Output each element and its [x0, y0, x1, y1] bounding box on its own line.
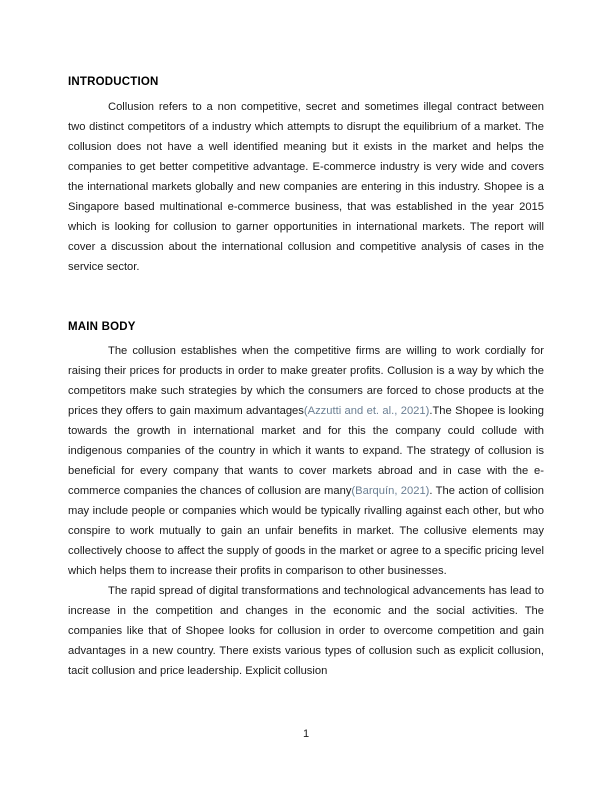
- inline-citation: (Barquín, 2021): [351, 485, 430, 497]
- section-heading-introduction: INTRODUCTION: [68, 76, 159, 88]
- body-text-run: Collusion refers to a non competitive, secret and sometimes illegal contract between two distinct competitors of a industry which attempts to disrupt the equilibrium of a market. The collusion does not have a well identified meaning but it exists in the market and helps the companies to get better competitive advantage. E-commerce industry is very wide and covers the international markets globally and new companies are entering in this industry. Shopee is a Singapore based multinational e-commerce business, that was established in the year 2015 which is looking for collusion to garner opportunities in international markets. The report will cover a discussion about the international collusion and competitive analysis of cases in the service sector.: [68, 101, 544, 273]
- main-body-paragraph-1: [68, 341, 544, 581]
- introduction-paragraph: [68, 97, 544, 277]
- section-spacer: [68, 277, 544, 317]
- body-text-run: . The action of collision may include people or companies which would be typically rivalling against each other, but who conspire to work mutually to gain an unfair benefits in market. The collusive elements may collectively choose to affect the supply of goods in the market or agree to a specific pricing level which helps them to increase their profits in comparison to other businesses.: [68, 485, 545, 577]
- page-content: [68, 72, 544, 681]
- page-number-footer: 1: [302, 728, 310, 740]
- main-body-paragraph-2: [68, 581, 544, 681]
- section-heading-main-body: MAIN BODY: [68, 321, 136, 333]
- body-text-run: .The Shopee is looking towards the growth in international market and for this the company could collude with indigenous companies of the country in which it wants to expand. The strategy of collusion is beneficial for every company that wants to cover markets abroad and in case with the e-commerce companies the chances of collusion are many: [68, 405, 544, 497]
- body-text-run: The rapid spread of digital transformations and technological advancements has lead to increase in the competition and changes in the economic and the social activities. The companies like that of Shopee looks for collusion in order to overcome competition and gain advantages in a new country. There exists various types of collusion such as explicit collusion, tacit collusion and price leadership. Explicit collusion: [68, 585, 544, 677]
- body-text-run: The collusion establishes when the competitive firms are willing to work cordially for raising their prices for products in order to make greater profits. Collusion is a way by which the competitors make such strategies by which the consumers are forced to chose products at the prices they offers to gain maximum advantages: [68, 345, 544, 417]
- inline-citation: (Azzutti and et. al., 2021): [303, 405, 430, 417]
